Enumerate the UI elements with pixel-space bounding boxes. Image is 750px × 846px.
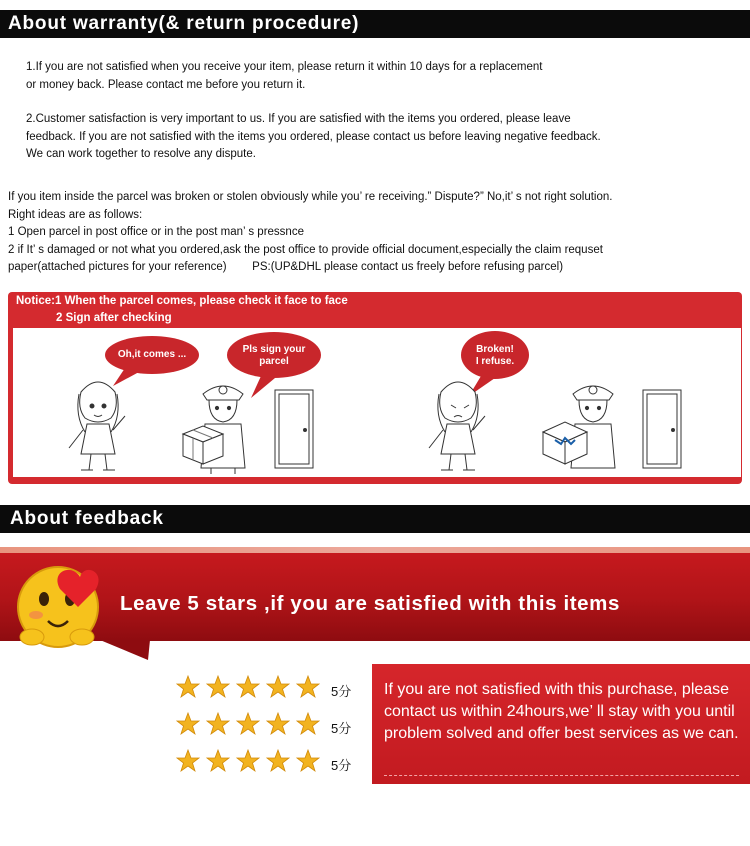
rating-score: 5分 bbox=[331, 721, 352, 736]
text-line: 2.Customer satisfaction is very important to us. If you are satisfied with the items you ordered, please leave bbox=[26, 113, 571, 125]
star-icon bbox=[266, 749, 290, 773]
star-rating bbox=[176, 710, 326, 738]
star-icon bbox=[176, 749, 200, 773]
scene-receiving bbox=[13, 328, 377, 477]
door-icon bbox=[275, 390, 313, 468]
text-line: 1 Open parcel in post office or in the post man’ s pressnce bbox=[8, 226, 304, 238]
feedback-heading: About feedback bbox=[0, 505, 750, 533]
door-icon bbox=[643, 390, 681, 468]
text-line: 1.If you are not satisfied when you receive your item, please return it within 10 days for a replacement bbox=[26, 61, 543, 73]
text-line: If you item inside the parcel was broken or stolen obviously while you’ re receiving.” Dispute?” No,it’ s not right solution. bbox=[8, 191, 613, 203]
star-icon bbox=[266, 712, 290, 736]
girl-icon bbox=[429, 382, 485, 470]
warranty-heading: About warranty(& return procedure) bbox=[0, 10, 750, 38]
dashed-divider bbox=[384, 775, 739, 776]
star-icon bbox=[206, 712, 230, 736]
star-icon bbox=[236, 712, 260, 736]
bubble-1-text: Oh,it comes ... bbox=[117, 349, 187, 360]
banner-text: Leave 5 stars ,if you are satisfied with this items bbox=[120, 592, 620, 615]
rating-score: 5分 bbox=[331, 758, 352, 773]
rating-score: 5分 bbox=[331, 684, 352, 699]
star-icon bbox=[296, 675, 320, 699]
notice-panel bbox=[8, 292, 742, 484]
star-icon bbox=[266, 675, 290, 699]
rating-row-shipping-speed bbox=[0, 747, 400, 777]
star-icon bbox=[296, 712, 320, 736]
star-rating bbox=[176, 673, 326, 701]
parcel-icon bbox=[183, 426, 223, 464]
star-icon bbox=[296, 749, 320, 773]
star-rating bbox=[176, 747, 326, 775]
speech-bubble-1 bbox=[105, 336, 199, 386]
dispute-paragraph bbox=[8, 189, 612, 277]
message-text: If you are not satisfied with this purchase, please contact us within 24hours,we’ ll stay with you until problem solved and offer best services as we can. bbox=[384, 681, 739, 742]
smiley-heart-icon bbox=[10, 555, 120, 655]
notice-line-1: Notice:1 When the parcel comes, please check it face to face bbox=[16, 295, 348, 307]
text-line: or money back. Please contact me before you return it. bbox=[26, 78, 306, 91]
text-line: 2 if It’ s damaged or not what you ordered,ask the post office to provide official document,especially the claim requset bbox=[8, 243, 603, 256]
rating-row-item-described bbox=[0, 673, 400, 703]
bubble-3-text bbox=[465, 344, 525, 368]
bubble-2-line: Pls sign your bbox=[242, 344, 306, 355]
notice-line-2: 2 Sign after checking bbox=[56, 312, 172, 324]
bubble-2-line: parcel bbox=[259, 356, 289, 367]
star-icon bbox=[236, 675, 260, 699]
warranty-paragraph-2 bbox=[26, 111, 601, 164]
star-icon bbox=[206, 749, 230, 773]
text-line: We can work together to resolve any dispute. bbox=[26, 148, 256, 160]
star-icon bbox=[206, 675, 230, 699]
bubble-3-line: Broken! bbox=[476, 344, 514, 355]
text-line: feedback. If you are not satisfied with the items you ordered, please contact us before leaving negative feedback. bbox=[26, 130, 601, 143]
rating-row-communication bbox=[0, 710, 400, 740]
star-icon bbox=[236, 749, 260, 773]
star-icon bbox=[176, 675, 200, 699]
text-line: Right ideas are as follows: bbox=[8, 208, 143, 221]
scene-refusing bbox=[377, 328, 741, 477]
girl-icon bbox=[69, 382, 125, 470]
star-icon bbox=[176, 712, 200, 736]
bubble-2-text bbox=[227, 344, 321, 368]
warranty-paragraph-1 bbox=[26, 59, 543, 94]
bubble-3-line: I refuse. bbox=[475, 356, 515, 367]
text-line: paper(attached pictures for your reference) PS:(UP&DHL please contact us freely before refusing parcel) bbox=[8, 261, 564, 273]
banner-highlight bbox=[0, 547, 750, 553]
